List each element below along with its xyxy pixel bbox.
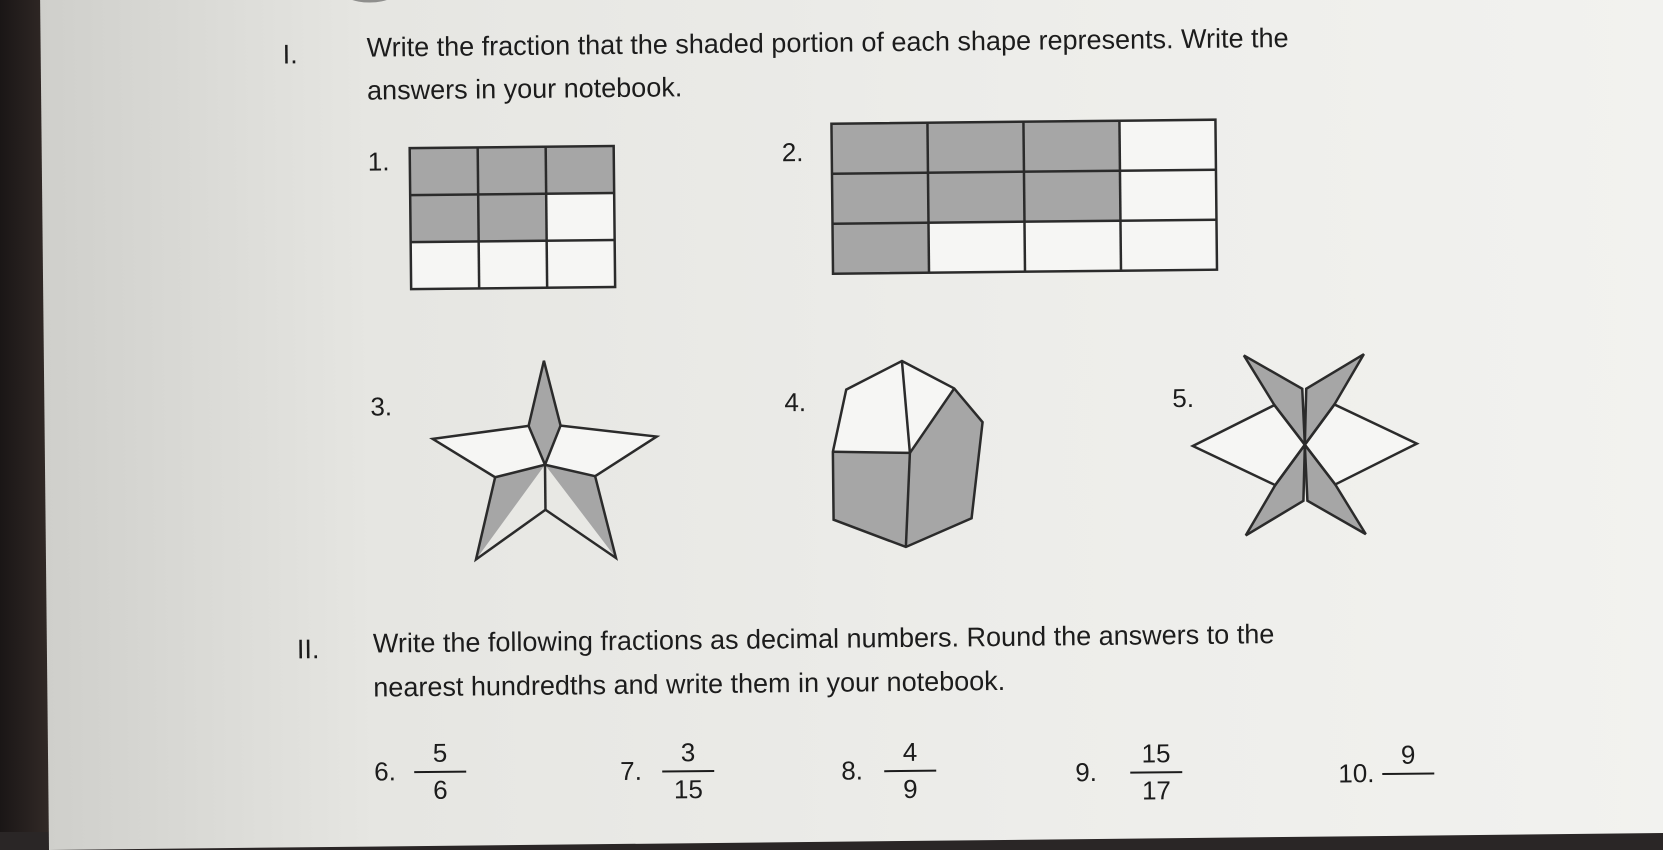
item-4-heptagon xyxy=(824,350,1006,552)
item-10-label: 10. xyxy=(1338,758,1374,789)
item-3-star xyxy=(424,353,666,576)
item-8-denominator: 9 xyxy=(880,774,940,806)
item-1-grid xyxy=(408,144,620,296)
fraction-bar xyxy=(1382,772,1434,775)
item-6-label: 6. xyxy=(374,756,396,787)
section-2-instruction-line1: Write the following fractions as decimal numbers. Round the answers to the xyxy=(373,613,1275,665)
section-1-instruction-line2: answers in your notebook. xyxy=(367,66,683,112)
item-6-fraction xyxy=(410,738,471,807)
item-8-label: 8. xyxy=(841,755,863,786)
fraction-bar xyxy=(1130,771,1182,774)
item-9-numerator: 15 xyxy=(1126,738,1186,770)
item-2-grid xyxy=(829,118,1221,282)
item-10-denominator xyxy=(1378,776,1438,777)
item-6-numerator: 5 xyxy=(410,738,470,770)
item-9-label: 9. xyxy=(1075,757,1097,788)
item-10-numerator: 9 xyxy=(1378,739,1438,771)
fraction-bar xyxy=(662,770,714,773)
item-4-label: 4. xyxy=(784,387,806,418)
item-7-fraction xyxy=(658,737,719,806)
item-5-hexagram xyxy=(1184,346,1426,549)
item-7-label: 7. xyxy=(620,756,642,787)
fraction-bar xyxy=(884,770,936,773)
item-7-numerator: 3 xyxy=(658,737,718,769)
item-6-denominator: 6 xyxy=(410,775,470,807)
section-1-numeral: I. xyxy=(283,39,298,70)
item-10-fraction xyxy=(1378,739,1438,777)
section-2-instruction-line2: nearest hundredths and write them in your notebook. xyxy=(373,660,1005,710)
item-8-numerator: 4 xyxy=(880,737,940,769)
fraction-bar xyxy=(414,771,466,774)
item-9-denominator: 17 xyxy=(1126,775,1186,807)
item-2-label: 2. xyxy=(782,137,804,168)
item-1-label: 1. xyxy=(368,146,390,177)
section-1-instruction-line1: Write the fraction that the shaded portion of each shape represents. Write the xyxy=(366,17,1288,70)
item-7-denominator: 15 xyxy=(658,774,718,806)
item-8-fraction xyxy=(880,737,941,806)
section-2-numeral: II. xyxy=(297,634,320,665)
worksheet-page xyxy=(40,0,1663,850)
logo-icon xyxy=(340,0,400,3)
item-9-fraction xyxy=(1126,738,1187,807)
item-5-label: 5. xyxy=(1172,383,1194,414)
item-3-label: 3. xyxy=(370,391,392,422)
